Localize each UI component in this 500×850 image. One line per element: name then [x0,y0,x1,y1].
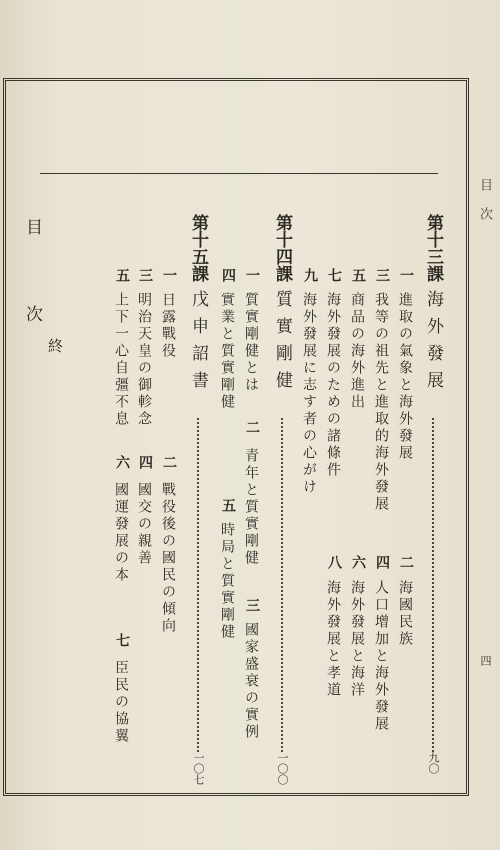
lesson-14-item-text: 質實剛健とは [243,292,259,394]
lesson-15-title: 戊申詔書 [188,290,208,398]
lesson-14-leader-dots [281,418,283,752]
lesson-15-page: 一〇七 [192,752,205,785]
toc-heading-main: 目 [22,218,42,235]
lesson-13-leader-dots [432,418,434,752]
toc-heading-sub: 次 [22,305,42,322]
lesson-15-item-text: 戰役後の國民の傾向 [160,482,176,635]
lesson-13-item-num: 八 [326,555,342,573]
lesson-14-item-text: 時局と質實剛健 [219,522,235,641]
lesson-15-item-num: 七 [114,633,130,651]
lesson-13-item-num: 七 [326,268,342,286]
lesson-15-item-text: 國運發展の本 [113,482,129,584]
lesson-13-item-text: 海外發展のための諸條件 [325,292,341,479]
lesson-15-item-num: 六 [114,455,130,473]
lesson-13-item-text: 進取の氣象と海外發展 [397,292,413,462]
page-number: 四 [479,655,492,666]
lesson-13-item-text: 海外發展と海洋 [349,580,365,699]
lesson-14-item-num: 二 [244,420,260,438]
lesson-13-title: 海外發展 [423,290,443,398]
lesson-14-item-num: 五 [220,498,236,516]
lesson-14-page: 一〇〇 [276,752,289,785]
lesson-15-item-text: 日露戰役 [160,292,176,360]
lesson-15-item-text: 明治天皇の御軫念 [136,292,152,428]
lesson-15-leader-dots [197,418,199,752]
lesson-13-item-num: 二 [398,555,414,573]
lesson-13-item-text: 我等の祖先と進取的海外發展 [373,292,389,513]
lesson-14-item-text: 青年と質實剛健 [243,448,259,567]
lesson-13-item-num: 一 [398,268,414,286]
lesson-15-item-num: 一 [161,268,177,286]
lesson-15-item-num: 五 [114,268,130,286]
lesson-13-item-text: 人口增加と海外發展 [373,580,389,733]
lesson-13-item-text: 商品の海外進出 [349,292,365,411]
lesson-13-item-num: 九 [302,268,318,286]
lesson-15-item-text: 國交の親善 [136,482,152,567]
lesson-13-label: 第十三課 [423,214,443,282]
header-rule [40,173,438,174]
lesson-14-item-num: 四 [220,268,236,286]
running-title: 目次 [477,178,492,236]
lesson-13-item-text: 海外發展と孝道 [325,580,341,699]
lesson-15-item-num: 二 [161,455,177,473]
lesson-14-item-text: 實業と質實剛健 [219,292,235,411]
lesson-13-item-num: 五 [350,268,366,286]
lesson-15-label: 第十五課 [188,214,208,282]
lesson-14-item-text: 國家盛衰の實例 [243,622,259,741]
lesson-15-item-text: 上下一心自彊不息 [113,292,129,428]
lesson-14-item-num: 一 [244,268,260,286]
lesson-13-item-num: 四 [374,555,390,573]
toc-end-mark: 終 [46,338,64,356]
lesson-14-label: 第十四課 [272,214,292,282]
lesson-13-item-num: 六 [350,555,366,573]
lesson-15-item-num: 四 [137,455,153,473]
lesson-13-item-text: 海國民族 [397,580,413,648]
lesson-13-page: 九〇 [427,752,440,774]
lesson-14-title: 質實剛健 [272,290,292,398]
lesson-14-item-num: 三 [244,598,260,616]
lesson-13-item-text: 海外發展に志す者の心がけ [301,292,317,496]
lesson-15-item-num: 三 [137,268,153,286]
lesson-15-item-text: 臣民の協翼 [113,660,129,745]
lesson-13-item-num: 三 [374,268,390,286]
